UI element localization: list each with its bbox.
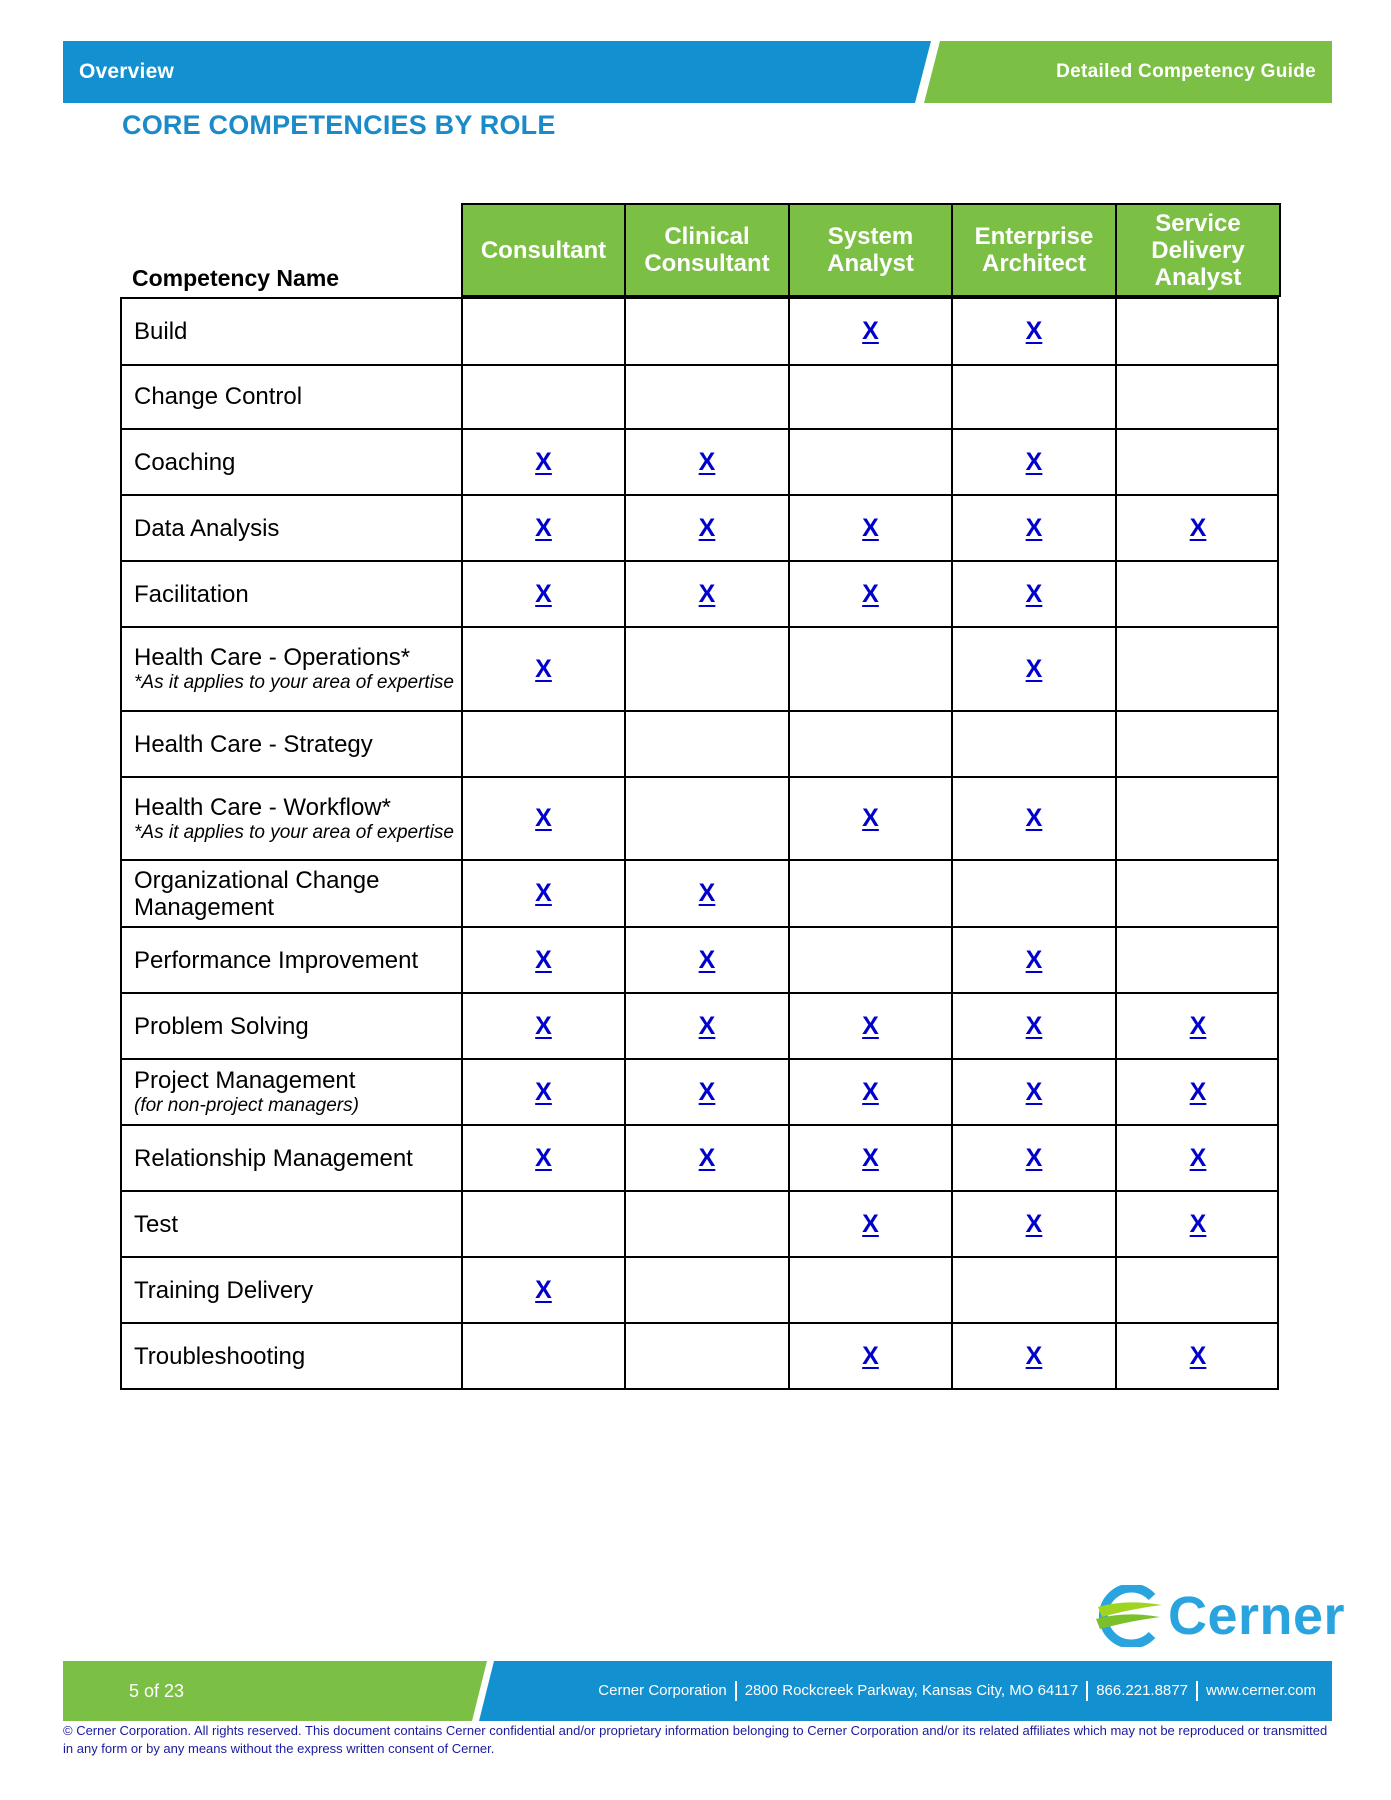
competency-mark-link[interactable]: X <box>698 1143 716 1172</box>
role-cell <box>461 299 624 364</box>
role-cell <box>951 299 1115 364</box>
website-link[interactable]: www.cerner.com <box>1205 1682 1316 1699</box>
competency-mark-link[interactable]: X <box>698 1077 716 1106</box>
role-cell <box>1115 778 1279 859</box>
competency-mark-link[interactable]: X <box>862 513 879 542</box>
competency-mark-link[interactable]: X <box>1025 945 1043 974</box>
role-cell <box>461 1258 624 1322</box>
role-cell <box>461 628 624 710</box>
role-header: Enterprise Architect <box>951 203 1117 297</box>
role-cell <box>624 712 788 776</box>
role-cell <box>1115 364 1279 428</box>
competency-mark-link[interactable]: X <box>862 1077 879 1106</box>
competency-mark-link[interactable]: X <box>535 945 552 974</box>
competency-note: *As it applies to your area of expertise <box>134 821 455 843</box>
competency-name-cell <box>134 861 464 926</box>
role-cell <box>951 1258 1115 1322</box>
competency-name-cell <box>134 778 464 859</box>
competency-mark-link[interactable]: X <box>862 1341 879 1370</box>
role-cell <box>788 994 951 1058</box>
role-cell <box>951 562 1115 626</box>
competency-name-cell <box>134 299 464 364</box>
table-row <box>120 628 1279 712</box>
competency-mark-link[interactable]: X <box>1025 447 1043 476</box>
competency-mark-link[interactable]: X <box>862 1011 879 1040</box>
role-cell <box>461 430 624 494</box>
competency-mark-link[interactable]: X <box>1189 1341 1207 1370</box>
competency-name: Problem Solving <box>134 1012 309 1040</box>
role-cell <box>788 778 951 859</box>
role-cell <box>624 299 788 364</box>
role-cell <box>1115 994 1279 1058</box>
competency-name: Facilitation <box>134 580 249 608</box>
competency-name: Health Care - Operations* <box>134 644 411 671</box>
role-cell <box>951 928 1115 992</box>
role-cell <box>461 496 624 560</box>
table-row <box>120 778 1279 861</box>
role-cell <box>624 1192 788 1256</box>
role-cell <box>788 562 951 626</box>
role-cell <box>624 562 788 626</box>
competency-mark-link[interactable]: X <box>698 447 716 476</box>
table-row <box>120 496 1279 562</box>
role-cell <box>951 1324 1115 1388</box>
role-cell <box>461 778 624 859</box>
section-label: Overview <box>79 60 174 83</box>
table-row <box>120 297 1279 366</box>
competency-mark-link[interactable]: X <box>862 1209 879 1238</box>
role-cell <box>1115 496 1279 560</box>
competency-name-cell <box>134 928 464 992</box>
divider <box>1196 1681 1198 1701</box>
role-cell <box>788 299 951 364</box>
competency-mark-link[interactable]: X <box>535 1011 552 1040</box>
competency-name-cell <box>134 562 464 626</box>
cerner-logo <box>1090 1585 1346 1647</box>
role-cell <box>461 712 624 776</box>
competency-mark-link[interactable]: X <box>1025 1341 1043 1370</box>
role-cell <box>951 994 1115 1058</box>
logo-text: Cerner <box>1168 1586 1346 1646</box>
competency-mark-link[interactable]: X <box>862 579 879 608</box>
competency-name: Test <box>134 1210 179 1238</box>
competency-mark-link[interactable]: X <box>535 1077 552 1106</box>
divider <box>1086 1681 1088 1701</box>
table-row <box>120 712 1279 778</box>
role-cell <box>461 861 624 926</box>
role-cell <box>461 1324 624 1388</box>
role-cell <box>1115 299 1279 364</box>
competency-note: (for non-project managers) <box>134 1095 359 1116</box>
competency-mark-link[interactable]: X <box>1025 513 1043 542</box>
role-cell <box>624 1324 788 1388</box>
role-cell <box>788 1258 951 1322</box>
competency-mark-link[interactable]: X <box>1025 1077 1043 1106</box>
competency-name: Performance Improvement <box>134 946 419 974</box>
role-cell <box>788 628 951 710</box>
competency-name: Health Care - Workflow* <box>134 793 391 821</box>
divider <box>735 1681 737 1701</box>
role-cell <box>1115 712 1279 776</box>
competency-mark-link[interactable]: X <box>1025 579 1043 608</box>
role-cell <box>624 928 788 992</box>
role-cell <box>624 861 788 926</box>
table-row <box>120 364 1279 430</box>
street-address: 2800 Rockcreek Parkway, Kansas City, MO 64117 <box>744 1682 1079 1699</box>
role-cell <box>461 364 624 428</box>
competency-name-cell <box>134 1192 464 1256</box>
competency-mark-link[interactable]: X <box>862 317 879 345</box>
competency-name: Training Delivery <box>134 1276 314 1304</box>
role-cell <box>788 861 951 926</box>
role-cell <box>788 1324 951 1388</box>
guide-title: Detailed Competency Guide <box>1056 61 1316 82</box>
competency-mark-link[interactable]: X <box>1025 317 1043 345</box>
competency-mark-link[interactable]: X <box>1025 1143 1043 1172</box>
legal-notice: © Cerner Corporation. All rights reserved. This document contains Cerner confidential and/or proprietary information belonging to Cerner Corporation and/or its related affiliates which may not be reproduced or transmitted in any form or by any means without the express written consent of Cerner. <box>63 1723 1328 1756</box>
competency-mark-link[interactable]: X <box>698 579 716 608</box>
role-cell <box>951 1192 1115 1256</box>
competency-mark-link[interactable]: X <box>535 804 552 832</box>
table-row <box>120 1126 1279 1192</box>
role-cell <box>624 778 788 859</box>
table-row <box>120 1192 1279 1258</box>
role-cell <box>1115 861 1279 926</box>
competency-name-cell <box>134 1126 464 1190</box>
competency-mark-link[interactable]: X <box>1189 1209 1207 1238</box>
role-cell <box>461 1126 624 1190</box>
role-cell <box>461 994 624 1058</box>
role-cell <box>624 1258 788 1322</box>
competency-mark-link[interactable]: X <box>1189 513 1207 542</box>
company-name: Cerner Corporation <box>598 1682 727 1699</box>
competency-name-cell <box>134 1258 464 1322</box>
competency-name: Data Analysis <box>134 514 280 542</box>
competency-mark-link[interactable]: X <box>535 447 552 476</box>
role-cell <box>951 712 1115 776</box>
competency-name: Coaching <box>134 448 236 476</box>
competency-name-cell <box>134 364 464 428</box>
table-row <box>120 562 1279 628</box>
competency-name: Change Control <box>134 382 303 410</box>
role-cell <box>624 994 788 1058</box>
competency-mark-link[interactable]: X <box>698 513 716 542</box>
competency-mark-link[interactable]: X <box>1025 1011 1043 1040</box>
role-header: Service Delivery Analyst <box>1115 203 1281 297</box>
top-banner <box>63 41 1332 103</box>
role-cell <box>788 496 951 560</box>
table-row <box>120 1258 1279 1324</box>
role-cell <box>1115 628 1279 710</box>
competency-mark-link[interactable]: X <box>1189 1011 1207 1040</box>
role-cell <box>1115 1060 1279 1124</box>
competency-note: *As it applies to your area of expertise <box>134 672 455 693</box>
competency-name-cell <box>134 430 464 494</box>
competency-name: Health Care - Strategy <box>134 730 373 758</box>
competency-mark-link[interactable]: X <box>698 1011 716 1040</box>
table-row <box>120 994 1279 1060</box>
role-cell <box>624 496 788 560</box>
role-cell <box>461 928 624 992</box>
role-cell <box>624 430 788 494</box>
role-cell <box>624 1060 788 1124</box>
competency-mark-link[interactable]: X <box>1025 654 1043 683</box>
role-cell <box>951 628 1115 710</box>
competency-mark-link[interactable]: X <box>535 1275 552 1304</box>
role-cell <box>1115 928 1279 992</box>
competency-name-cell <box>134 712 464 776</box>
competency-name: Organizational Change Management <box>134 866 380 921</box>
role-cell <box>624 1126 788 1190</box>
competency-mark-link[interactable]: X <box>698 879 716 907</box>
company-address <box>598 1661 1316 1721</box>
role-cell <box>788 364 951 428</box>
table-row <box>120 861 1279 928</box>
role-cell <box>624 628 788 710</box>
phone-number: 866.221.8877 <box>1096 1682 1188 1699</box>
role-cell <box>788 712 951 776</box>
table-row <box>120 1324 1279 1390</box>
competency-mark-link[interactable]: X <box>1189 1077 1207 1106</box>
page-number: 5 of 23 <box>129 1681 185 1701</box>
table-row <box>120 928 1279 994</box>
competency-name: Build <box>134 318 188 345</box>
competency-name: Troubleshooting <box>134 1342 306 1370</box>
competency-mark-link[interactable]: X <box>535 579 552 608</box>
role-cell <box>788 1060 951 1124</box>
competency-mark-link[interactable]: X <box>535 879 552 907</box>
competency-mark-link[interactable]: X <box>1189 1143 1207 1172</box>
competency-name-cell <box>134 1324 464 1388</box>
role-cell <box>461 1060 624 1124</box>
role-header: Consultant <box>461 203 626 297</box>
role-cell <box>951 861 1115 926</box>
competency-name: Project Management <box>134 1067 356 1094</box>
role-cell <box>1115 430 1279 494</box>
role-cell <box>1115 1126 1279 1190</box>
role-cell <box>1115 562 1279 626</box>
role-cell <box>624 364 788 428</box>
competency-mark-link[interactable]: X <box>535 513 552 542</box>
role-header: System Analyst <box>788 203 953 297</box>
role-cell <box>951 1126 1115 1190</box>
competency-name-cell <box>134 1060 464 1124</box>
competency-mark-link[interactable]: X <box>535 654 552 683</box>
competency-name-header: Competency Name <box>132 265 340 291</box>
competency-mark-link[interactable]: X <box>862 1143 879 1172</box>
competency-name-cell <box>134 994 464 1058</box>
role-cell <box>1115 1192 1279 1256</box>
competency-mark-link[interactable]: X <box>1025 1209 1043 1238</box>
competency-mark-link[interactable]: X <box>862 804 879 832</box>
role-cell <box>951 496 1115 560</box>
competency-name: Relationship Management <box>134 1144 413 1172</box>
role-cell <box>1115 1324 1279 1388</box>
table-row <box>120 1060 1279 1126</box>
competency-name-cell <box>134 496 464 560</box>
role-header: Clinical Consultant <box>624 203 790 297</box>
competency-name-cell <box>134 628 464 710</box>
role-cell <box>951 778 1115 859</box>
role-cell <box>788 1192 951 1256</box>
competency-mark-link[interactable]: X <box>698 945 716 974</box>
table-row <box>120 430 1279 496</box>
competency-mark-link[interactable]: X <box>1025 804 1043 832</box>
role-cell <box>788 430 951 494</box>
role-cell <box>461 1192 624 1256</box>
cerner-logo-icon <box>1090 1585 1166 1647</box>
role-cell <box>1115 1258 1279 1322</box>
role-cell <box>951 364 1115 428</box>
role-cell <box>951 1060 1115 1124</box>
footer-bar <box>63 1661 1332 1721</box>
role-cell <box>951 430 1115 494</box>
role-cell <box>788 1126 951 1190</box>
competency-mark-link[interactable]: X <box>535 1143 552 1172</box>
page-title: CORE COMPETENCIES BY ROLE <box>122 110 556 140</box>
role-cell <box>461 562 624 626</box>
role-cell <box>788 928 951 992</box>
